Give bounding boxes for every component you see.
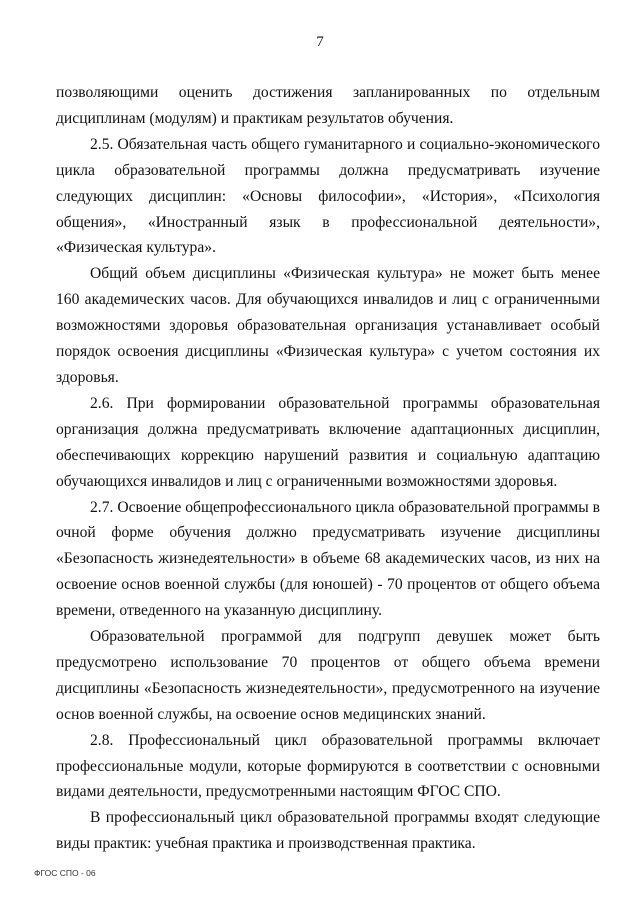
paragraph-girls-subgroups: Образовательной программой для подгрупп девушек может быть предусмотрено использование 70 процентов от общего объема времени дисциплины «Безопасность жизнедеятельности», предусмотренного на изучение основ военной службы, на освоение основ медицинских знаний.: [56, 628, 600, 723]
paragraph-2-5: 2.5. Обязательная часть общего гуманитарного и социально-экономического цикла образовательной программы должна предусматривать изучение следующих дисциплин: «Основы философии», «История», «Психология общения», «Иностранный язык в профессиональной деятельности», «Физическая культура».: [56, 135, 600, 257]
paragraph-physical-culture: Общий объем дисциплины «Физическая культура» не может быть менее 160 академических часов. Для обучающихся инвалидов и лиц с ограниченными возможностями здоровья образовательная организация устанавливает особый порядок освоения дисциплины «Физическая культура» с учетом состояния их здоровья.: [56, 265, 600, 386]
paragraph-continuation: позволяющими оценить достижения запланированных по отдельным дисциплинам (модулям) и практикам результатов обучения.: [56, 84, 600, 127]
paragraph-practice-types: В профессиональный цикл образовательной программы входят следующие виды практик: учебная практика и производственная практика.: [56, 809, 600, 853]
paragraph-2-8: 2.8. Профессиональный цикл образовательной программы включает профессиональные модули, которые формируются в соответствии с основными видами деятельности, предусмотренными настоящим ФГОС СПО.: [56, 731, 600, 801]
paragraph-2-6: 2.6. При формировании образовательной программы образовательная организация должна предусматривать включение адаптационных дисциплин, обеспечивающих коррекцию нарушений развития и социальную адаптацию обучающихся инвалидов и лиц с ограниченными возможностями здоровья.: [56, 394, 600, 490]
document-body: [56, 80, 600, 857]
paragraph-2-7: 2.7. Освоение общепрофессионального цикла образовательной программы в очной форме обучения должно предусматривать изучение дисциплины «Безопасность жизнедеятельности» в объеме 68 академических часов, из них на освоение основ военной службы (для юношей) - 70 процентов от общего объема времени, отведенного на указанную дисциплину.: [56, 498, 600, 620]
footer-doc-code: ФГОС СПО - 06: [34, 868, 96, 878]
page-number: 7: [316, 34, 324, 50]
